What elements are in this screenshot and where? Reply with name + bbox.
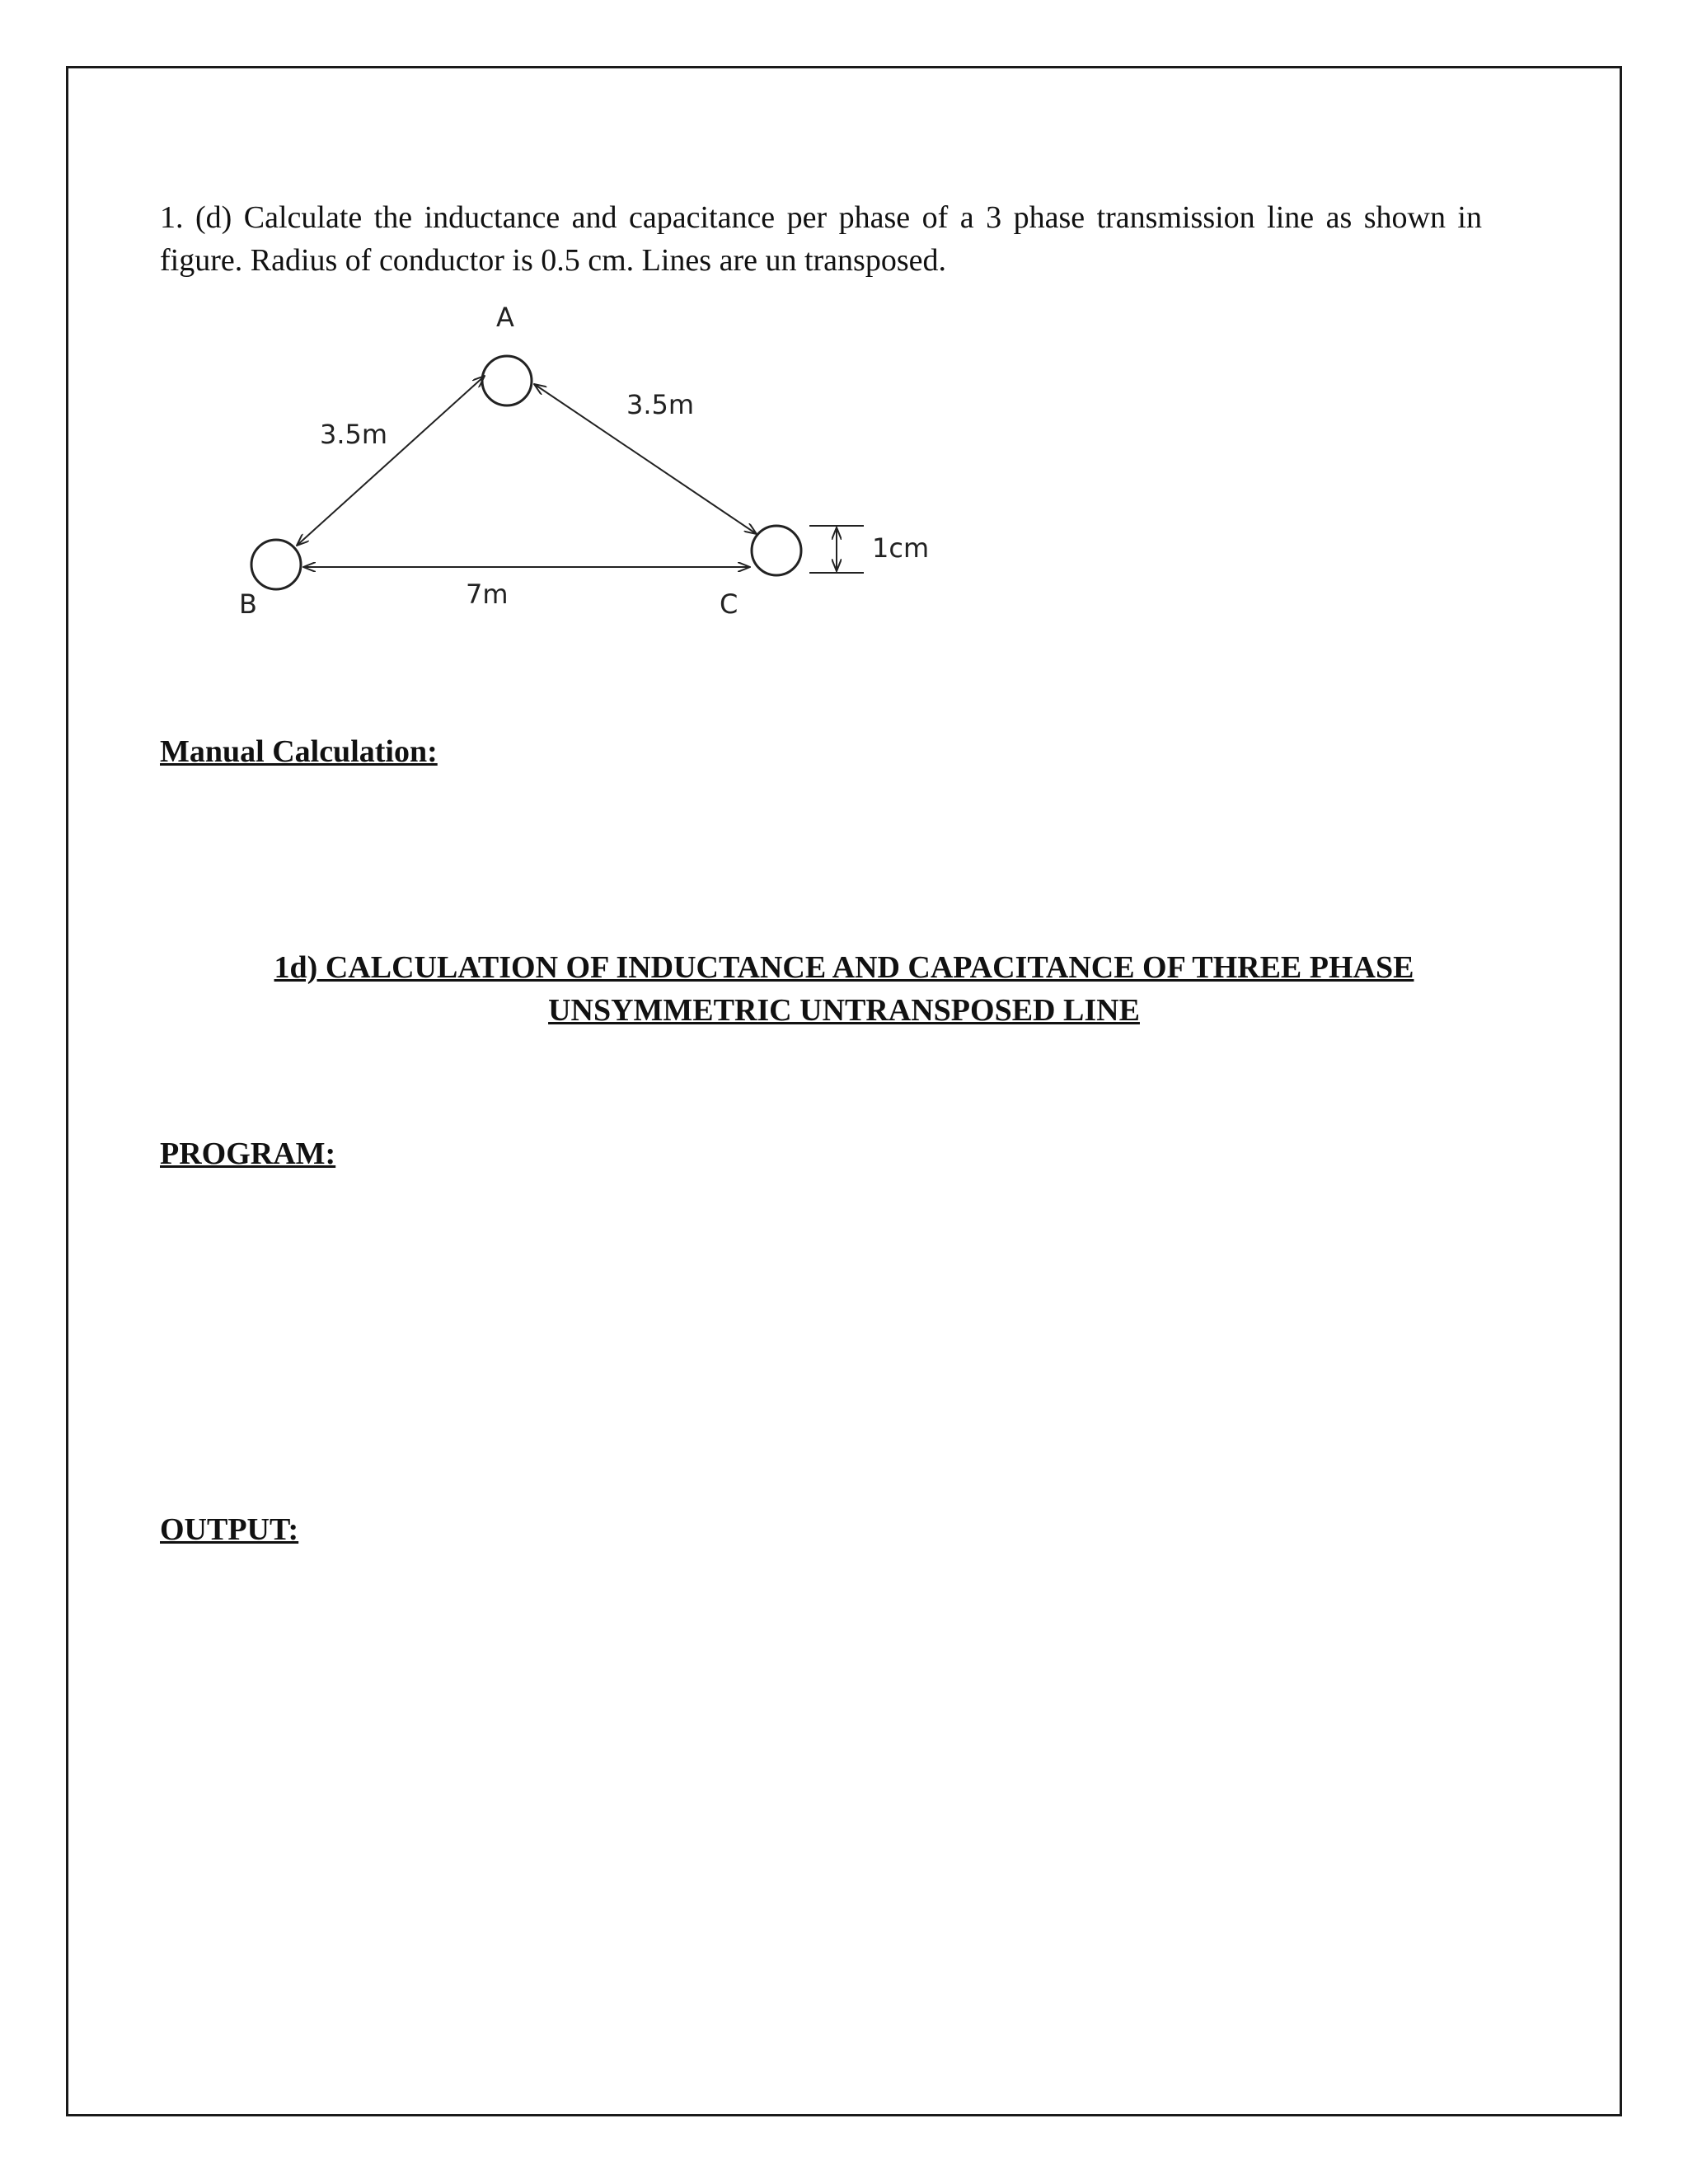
- label-distance-ac: 3.5m: [626, 389, 695, 420]
- program-heading: PROGRAM:: [160, 1137, 336, 1171]
- manual-calculation-heading: Manual Calculation:: [160, 734, 438, 769]
- label-distance-ab: 3.5m: [320, 419, 388, 450]
- conductor-a: [482, 356, 532, 405]
- label-diameter: 1cm: [872, 532, 930, 564]
- label-a: A: [496, 302, 514, 333]
- page-title: [165, 946, 1523, 1032]
- question-text: 1. (d) Calculate the inductance and capacitance per phase of a 3 phase transmission line as shown in figure. Radius of conductor is 0.5 cm. Lines are un transposed.: [160, 200, 1482, 278]
- page-title-line-2: UNSYMMETRIC UNTRANSPOSED LINE: [548, 993, 1140, 1028]
- transmission-line-figure: [223, 297, 964, 643]
- output-heading: OUTPUT:: [160, 1512, 299, 1547]
- label-distance-bc: 7m: [466, 579, 509, 610]
- page-title-line-1: 1d) CALCULATION OF INDUCTANCE AND CAPACITANCE OF THREE PHASE: [274, 950, 1414, 985]
- conductor-b: [251, 540, 301, 589]
- label-c: C: [720, 588, 738, 620]
- label-b: B: [239, 588, 257, 620]
- conductor-c: [752, 526, 801, 575]
- distance-line-ab: [297, 376, 485, 546]
